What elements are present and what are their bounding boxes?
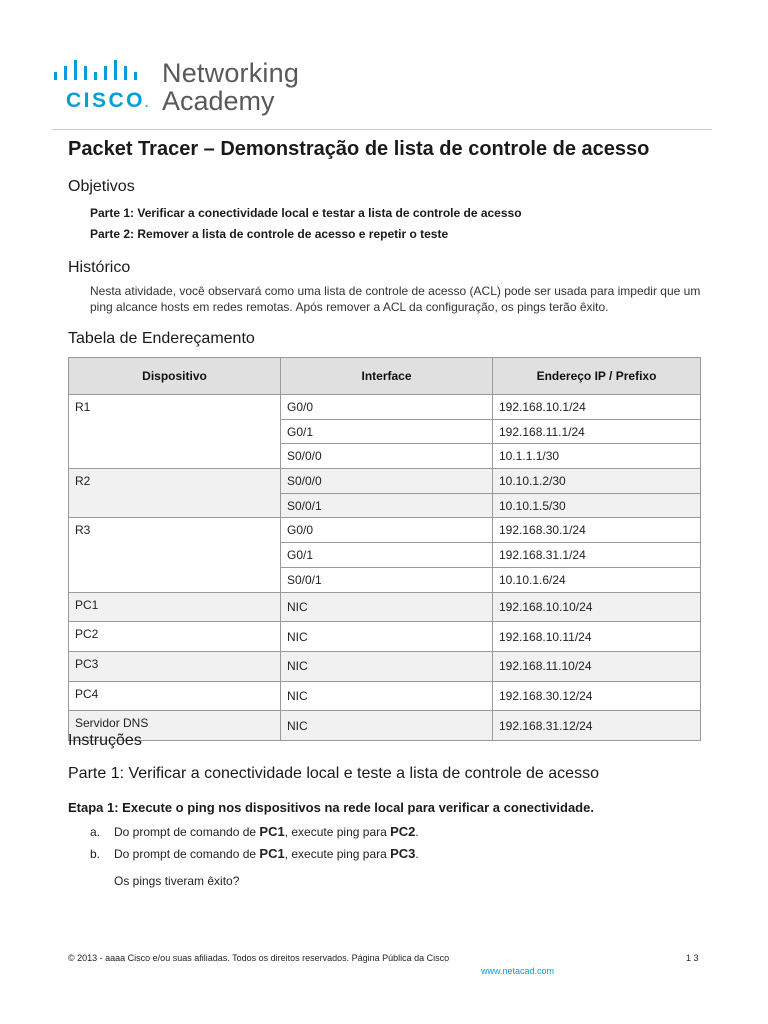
device-cell: R3 [69, 518, 281, 592]
interface-cell: G0/1 [281, 419, 493, 444]
cisco-wordmark: CISCO. [66, 89, 151, 112]
device-cell: R2 [69, 469, 281, 518]
ip-cell: 192.168.31.1/24 [493, 543, 701, 568]
interface-cell: NIC [281, 651, 493, 681]
ip-cell: 10.1.1.1/30 [493, 444, 701, 469]
ip-cell: 10.10.1.2/30 [493, 469, 701, 494]
column-header-device: Dispositivo [69, 358, 281, 395]
device-cell: PC1 [69, 592, 281, 622]
device-cell: R1 [69, 395, 281, 469]
interface-cell: S0/0/1 [281, 567, 493, 592]
interface-cell: S0/0/0 [281, 469, 493, 494]
table-header-row [69, 358, 701, 395]
ip-cell: 192.168.30.1/24 [493, 518, 701, 543]
table-row [69, 469, 701, 494]
interface-cell: NIC [281, 592, 493, 622]
table-row [69, 622, 701, 652]
ip-cell: 192.168.10.10/24 [493, 592, 701, 622]
interface-cell: G0/0 [281, 395, 493, 420]
device-cell: PC4 [69, 681, 281, 711]
part1-heading: Parte 1: Verificar a conectividade local e teste a lista de controle de acesso [68, 765, 599, 782]
table-row [69, 592, 701, 622]
table-row [69, 711, 701, 741]
instruction-item-a: a. Do prompt de comando de PC1, execute ping para PC2. [90, 824, 419, 839]
interface-cell: S0/0/0 [281, 444, 493, 469]
addressing-table [68, 357, 701, 741]
logo-networking-text: Networking [162, 58, 300, 88]
header-divider [52, 129, 712, 130]
addressing-table-body [69, 395, 701, 741]
instruction-item-b: b. Do prompt de comando de PC1, execute ping para PC3. [90, 846, 419, 861]
ip-cell: 192.168.10.11/24 [493, 622, 701, 652]
background-paragraph: Nesta atividade, você observará como uma lista de controle de acesso (ACL) pode ser usada para impedir que um ping alcance hosts em redes remotas. Após remover a ACL da configuração, os pings terão êxito. [90, 284, 701, 314]
objective-item-1: Parte 1: Verificar a conectividade local e testar a lista de controle de acesso [90, 206, 522, 220]
logo-academy-text: Academy [162, 86, 275, 116]
table-row [69, 518, 701, 543]
interface-cell: NIC [281, 681, 493, 711]
column-header-interface: Interface [281, 358, 493, 395]
device-cell: PC2 [69, 622, 281, 652]
ip-cell: 192.168.11.1/24 [493, 419, 701, 444]
column-header-ip: Endereço IP / Prefixo [493, 358, 701, 395]
interface-cell: NIC [281, 622, 493, 652]
table-row [69, 395, 701, 420]
question-text: Os pings tiveram êxito? [114, 874, 240, 888]
ip-cell: 192.168.11.10/24 [493, 651, 701, 681]
ip-cell: 192.168.31.12/24 [493, 711, 701, 741]
interface-cell: NIC [281, 711, 493, 741]
instructions-heading: Instruções [68, 732, 142, 749]
interface-cell: G0/1 [281, 543, 493, 568]
cisco-bars-icon [52, 58, 152, 88]
ip-cell: 10.10.1.5/30 [493, 493, 701, 518]
ip-cell: 192.168.10.1/24 [493, 395, 701, 420]
interface-cell: S0/0/1 [281, 493, 493, 518]
device-cell: PC3 [69, 651, 281, 681]
step1-heading: Etapa 1: Execute o ping nos dispositivos na rede local para verificar a conectividade. [68, 800, 594, 815]
table-row [69, 651, 701, 681]
device-cell: Servidor DNS [69, 711, 281, 741]
ip-cell: 10.10.1.6/24 [493, 567, 701, 592]
footer-url-link[interactable]: www.netacad.com [481, 966, 555, 976]
objectives-heading: Objetivos [68, 178, 135, 195]
objective-item-2: Parte 2: Remover a lista de controle de acesso e repetir o teste [90, 227, 449, 241]
table-row [69, 681, 701, 711]
footer-copyright: © 2013 - aaaa Cisco e/ou suas afiliadas. Todos os direitos reservados. Página Pública da Cisco [68, 953, 450, 963]
page-title: Packet Tracer – Demonstração de lista de controle de acesso [68, 138, 650, 160]
addressing-table-heading: Tabela de Endereçamento [68, 330, 255, 347]
cisco-networking-academy-logo [52, 58, 312, 118]
page-number: 1 3 [686, 953, 699, 963]
background-heading: Histórico [68, 259, 131, 276]
ip-cell: 192.168.30.12/24 [493, 681, 701, 711]
interface-cell: G0/0 [281, 518, 493, 543]
